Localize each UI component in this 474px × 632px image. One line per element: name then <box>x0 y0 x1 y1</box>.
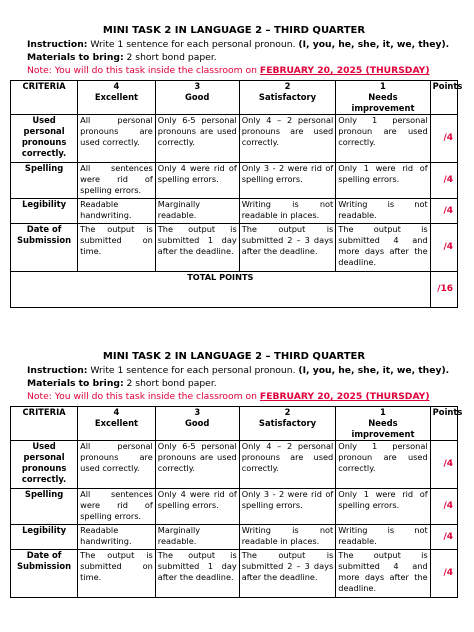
header-level-1: 1 Needs improvement <box>336 407 430 441</box>
header-criteria: CRITERIA <box>11 407 78 441</box>
classroom-note: Note: You will do this task inside the classroom on FEBRUARY 20, 2025 (THURSDAY) <box>27 65 430 76</box>
instruction: Instruction: Write 1 sentence for each personal pronoun. (I, you, he, she, it, we, they). Materials to bring: 2 short bond paper. <box>27 39 450 63</box>
due-date: FEBRUARY 20, 2025 (THURSDAY) <box>259 65 430 76</box>
header-points: Points <box>430 81 457 115</box>
task-sheet-1 <box>10 24 463 308</box>
classroom-note: Note: You will do this task inside the classroom on FEBRUARY 20, 2025 (THURSDAY) <box>27 391 430 402</box>
total-row <box>11 272 458 308</box>
task-sheet-2 <box>10 350 463 598</box>
points-cell: /4 <box>430 224 457 272</box>
header-criteria: CRITERIA <box>11 81 78 115</box>
task-title: MINI TASK 2 IN LANGUAGE 2 – THIRD QUARTER <box>102 351 366 362</box>
rubric-table <box>10 406 463 598</box>
points-cell: /4 <box>430 441 457 489</box>
rubric-header-row <box>11 81 458 115</box>
due-date: FEBRUARY 20, 2025 (THURSDAY) <box>259 391 430 402</box>
header-level-2: 2 Satisfactory <box>239 81 336 115</box>
rubric-row: Legibility Readable handwriting. Marginally readable. Writing is not readable in places. Writing is not readable. /4 <box>11 199 458 224</box>
rubric-row: Date of Submission The output is submitted on time. The output is submitted 1 day after the deadline. The output is submitted 2 – 3 days after the deadline. The output is submitted 4 and more days after the deadline. /4 <box>11 224 458 272</box>
header-points: Points <box>430 407 457 441</box>
header-level-1: 1 Needs improvement <box>336 81 430 115</box>
rubric-row: Used personal pronouns correctly. All personal pronouns are used correctly. Only 6-5 personal pronouns are used correctly. Only 4 – 2 personal pronouns are used correctly. Only 1 personal pronoun are used correctly. /4 <box>11 441 458 489</box>
points-cell: /4 <box>430 163 457 199</box>
header-level-4: 4 Excellent <box>78 81 156 115</box>
header-level-4: 4 Excellent <box>78 407 156 441</box>
rubric-row: Used personal pronouns correctly. All personal pronouns are used correctly. Only 6-5 personal pronouns are used correctly. Only 4 – 2 personal pronouns are used correctly. Only 1 personal pronoun are used correctly. /4 <box>11 115 458 163</box>
instruction: Instruction: Write 1 sentence for each personal pronoun. (I, you, he, she, it, we, they). Materials to bring: 2 short bond paper. <box>27 365 450 389</box>
rubric-row: Date of Submission The output is submitted on time. The output is submitted 1 day after the deadline. The output is submitted 2 – 3 days after the deadline. The output is submitted 4 and more days after the deadline. /4 <box>11 550 458 598</box>
points-cell: /4 <box>430 115 457 163</box>
total-points-label: TOTAL POINTS <box>11 272 431 308</box>
header-level-2: 2 Satisfactory <box>239 407 336 441</box>
rubric-header-row <box>11 407 458 441</box>
rubric-table <box>10 80 463 308</box>
rubric-row: Spelling All sentences were rid of spelling errors. Only 4 were rid of spelling errors. Only 3 - 2 were rid of spelling errors. Only 1 were rid of spelling errors. /4 <box>11 489 458 525</box>
points-cell: /4 <box>430 550 457 598</box>
header-level-3: 3 Good <box>155 81 239 115</box>
rubric-row: Spelling All sentences were rid of spelling errors. Only 4 were rid of spelling errors. Only 3 - 2 were rid of spelling errors. Only 1 were rid of spelling errors. /4 <box>11 163 458 199</box>
task-title: MINI TASK 2 IN LANGUAGE 2 – THIRD QUARTER <box>102 25 366 36</box>
points-cell: /4 <box>430 489 457 525</box>
points-cell: /4 <box>430 199 457 224</box>
rubric-row: Legibility Readable handwriting. Marginally readable. Writing is not readable in places. Writing is not readable. /4 <box>11 525 458 550</box>
header-level-3: 3 Good <box>155 407 239 441</box>
points-cell: /4 <box>430 525 457 550</box>
total-points-cell: /16 <box>430 272 457 308</box>
